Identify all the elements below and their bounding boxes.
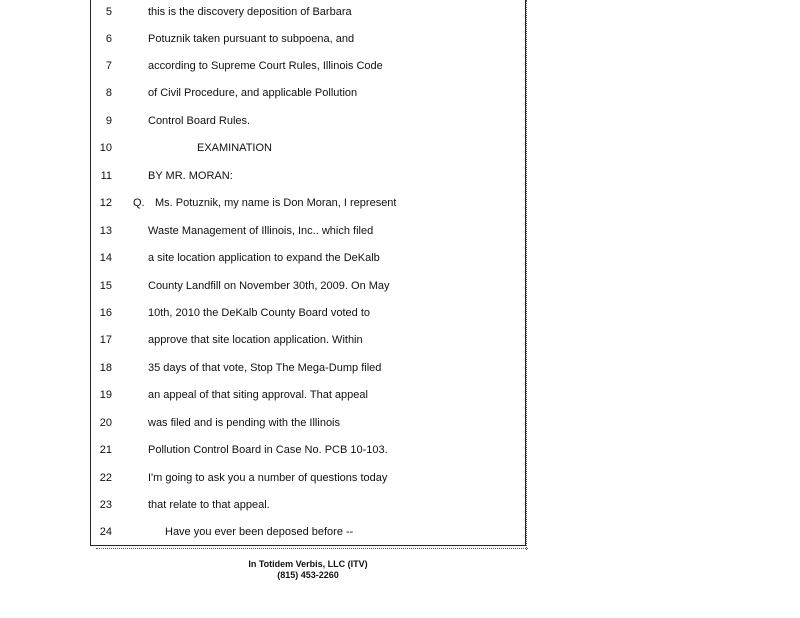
line-text: Potuznik taken pursuant to subpoena, and [148,33,355,45]
page-shadow-right [526,0,529,550]
line-text: was filed and is pending with the Illinois [148,417,341,429]
line-number: 24 [99,526,112,538]
transcript-line [90,248,526,268]
transcript-line [90,138,526,158]
transcript-line [90,440,526,460]
line-number: 18 [99,362,112,374]
line-number: 21 [99,444,112,456]
line-number: 7 [105,60,112,72]
transcript-line [90,468,526,488]
transcript-line [90,358,526,378]
line-number: 16 [99,307,112,319]
line-number: 9 [105,115,112,127]
transcript-line [90,276,526,296]
page-shadow-bottom [96,548,528,551]
line-number: 6 [105,33,112,45]
line-text: Waste Management of Illinois, Inc.. which filed [148,225,374,237]
examination-heading: EXAMINATION [197,142,272,154]
transcript-line [90,166,526,186]
line-number: 11 [100,170,112,182]
transcript-line [90,522,526,542]
line-number: 17 [99,334,112,346]
line-number: 8 [105,87,112,99]
transcript-line [90,221,526,241]
line-text: Have you ever been deposed before -- [165,526,354,538]
line-text: this is the discovery deposition of Barbara [148,6,352,18]
line-text: an appeal of that siting approval. That appeal [148,389,368,401]
line-text: that relate to that appeal. [148,499,270,511]
line-number: 12 [99,197,112,209]
line-text: Pollution Control Board in Case No. PCB 10-103. [148,444,388,456]
question-marker: Q. [133,197,145,209]
transcript-line [90,193,526,213]
transcript-page [90,0,526,546]
line-text: I'm going to ask you a number of questions today [148,472,388,484]
line-number: 13 [99,225,112,237]
line-text: County Landfill on November 30th, 2009. On May [148,280,390,292]
transcript-line [90,385,526,405]
footer-phone: (815) 453-2260 [277,570,339,580]
line-text: approve that site location application. Within [148,334,363,346]
transcript-line [90,2,526,22]
transcript-line [90,303,526,323]
transcript-line [90,495,526,515]
line-number: 15 [99,280,112,292]
line-text: BY MR. MORAN: [148,170,233,182]
line-number: 10 [99,142,112,154]
line-number: 22 [99,472,112,484]
line-number: 5 [105,6,112,18]
transcript-line [90,56,526,76]
transcript-line [90,111,526,131]
line-text: 35 days of that vote, Stop The Mega-Dump filed [148,362,382,374]
line-number: 19 [99,389,112,401]
line-text: according to Supreme Court Rules, Illinois Code [148,60,383,72]
line-text: 10th, 2010 the DeKalb County Board voted to [148,307,370,319]
transcript-line [90,83,526,103]
line-number: 14 [99,252,112,264]
line-number: 20 [99,417,112,429]
line-text: Control Board Rules. [148,115,251,127]
footer-company: In Totidem Verbis, LLC (ITV) [248,559,368,569]
line-text: Ms. Potuznik, my name is Don Moran, I represent [155,197,397,209]
line-number: 23 [99,499,112,511]
line-text: of Civil Procedure, and applicable Pollution [148,87,358,99]
line-text: a site location application to expand the DeKalb [148,252,380,264]
transcript-line [90,413,526,433]
transcript-line [90,330,526,350]
transcript-line [90,29,526,49]
